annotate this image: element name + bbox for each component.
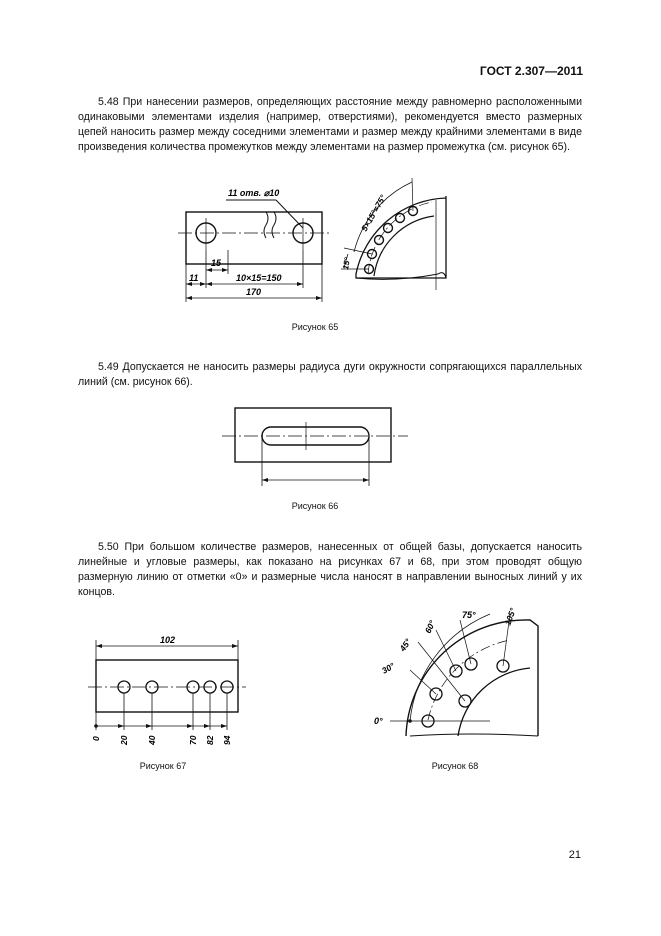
angle-105: 105° [502, 606, 518, 627]
mark-20: 20 [119, 735, 129, 745]
flange-outline [406, 620, 538, 736]
angle-chain: 5×15°=75° [359, 193, 388, 233]
holes-label: 11 отв. ⌀10 [228, 188, 280, 198]
angle-75: 75° [462, 610, 476, 620]
sector-hole [396, 214, 405, 223]
plate-outline [235, 408, 391, 462]
angle-45: 45° [397, 636, 414, 654]
figure-65-caption: Рисунок 65 [291, 322, 339, 332]
mark-0: 0 [91, 736, 101, 741]
figure-67-drawing [88, 630, 258, 750]
figure-67-caption: Рисунок 67 [139, 761, 187, 771]
angle-0: 0° [374, 716, 383, 726]
mark-94: 94 [222, 735, 232, 745]
angle-60: 60° [422, 618, 438, 635]
dim-pitch: 15 [211, 258, 222, 268]
figure-66-drawing [222, 400, 412, 490]
paragraph-5-50: 5.50 При большом количестве размеров, нанесенных от общей базы, допускается наносить линейные и угловые размеры, как показано на рисунках 67 и 68, при этом проводят общую размерную линию от отметки «0» и размерные числа наносят в направлении выносных линий у их концов. [78, 541, 582, 598]
dim-total: 102 [160, 635, 176, 645]
figure-66-caption: Рисунок 66 [291, 501, 339, 511]
angle-30: 30° [380, 660, 397, 676]
mark-70: 70 [188, 735, 198, 745]
paragraph-5-48: 5.48 При нанесении размеров, определяющих расстояние между равномерно расположенными одинаковыми элементами изделия (например, отверстиями), рекомендуется вместо размерных цепей наносить размер между соседними элементами и размер между крайними элементами в виде произведения количества промежутков между элементами на размер промежутка (см. рисунок 65). [78, 96, 582, 153]
dim-total: 170 [246, 287, 262, 297]
plate-outline [96, 660, 238, 712]
paragraph-5-49: 5.49 Допускается не наносить размеры радиуса дуги окружности сопрягающихся параллельных линий (см. рисунок 66). [78, 361, 582, 388]
document-header: ГОСТ 2.307—2011 [479, 64, 583, 78]
figure-68-drawing [370, 600, 570, 750]
mark-40: 40 [147, 735, 157, 745]
hole-75 [465, 658, 477, 670]
angle-pitch: 15° [341, 256, 353, 271]
page-number: 21 [568, 849, 581, 861]
mark-82: 82 [205, 735, 215, 745]
figure-68-caption: Рисунок 68 [431, 761, 479, 771]
dim-first: 11 [189, 273, 199, 283]
sector-hole [384, 224, 393, 233]
dim-chain: 10×15=150 [236, 273, 282, 283]
figure-65-drawing [176, 170, 486, 310]
